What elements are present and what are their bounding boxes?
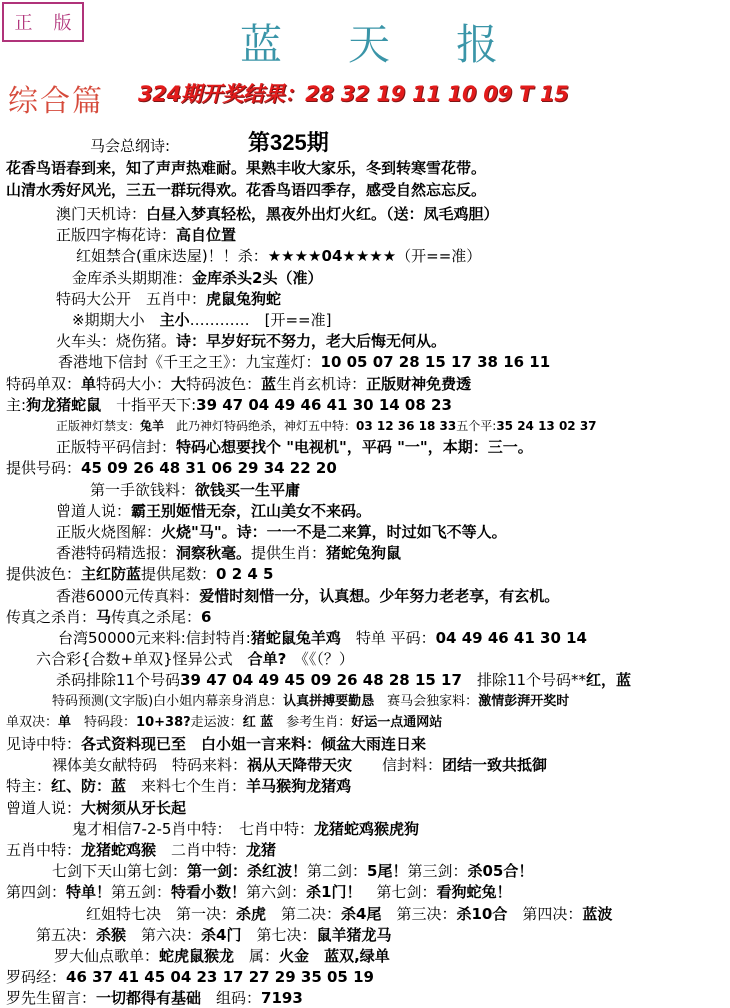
content-line xyxy=(56,437,533,457)
line-value: 蓝波 xyxy=(582,904,613,923)
content-line xyxy=(6,776,351,796)
line-label: 特码波色： xyxy=(186,374,262,393)
content-line xyxy=(6,395,452,415)
line-value: 大 xyxy=(171,374,187,393)
line-value: 10 05 07 28 15 17 38 16 11 xyxy=(320,353,551,372)
line-value: 35 24 13 02 37 xyxy=(496,419,597,433)
line-value: 鼠羊猪龙马 xyxy=(316,925,392,944)
line-label: 香港6000元传真料： xyxy=(56,586,200,605)
line-label: 第七决： xyxy=(241,925,317,944)
line-value: 杀虎 xyxy=(236,904,267,923)
line-label: 属： xyxy=(234,947,280,965)
line-value: 合单? xyxy=(247,650,287,669)
line-value: 杀猴 xyxy=(96,925,127,944)
line-value: 火烧"马"。诗：一一不是二来算，时过如飞不等人。 xyxy=(161,523,507,541)
line-label: 赛马会独家料： xyxy=(374,693,479,709)
content-line xyxy=(6,988,303,1008)
line-label: 见诗中特： xyxy=(6,735,82,753)
line-value: 46 37 41 45 04 23 17 27 29 35 05 19 xyxy=(66,968,374,987)
line-value: 团结一致共抵御 xyxy=(442,756,548,775)
content-line xyxy=(90,480,300,500)
line-value: 猪蛇兔狗鼠 xyxy=(326,544,402,563)
line-label: 五个平: xyxy=(456,419,497,433)
line-value: 单 xyxy=(81,374,97,393)
line-value: 马 xyxy=(96,607,112,626)
line-label: 杀码排除11个号码 xyxy=(56,671,181,690)
section-title: 综合篇 xyxy=(8,84,104,119)
line-label: ………… [开==准] xyxy=(189,311,332,329)
line-label: 裸体美女献特码 特码来料： xyxy=(52,756,248,775)
line-label: 特码预测(文字版)白小姐内幕亲身消息： xyxy=(52,693,284,709)
content-line xyxy=(72,819,419,839)
content-line xyxy=(36,649,354,669)
line-value: 红、防： xyxy=(51,777,112,796)
line-label: 提供尾数： xyxy=(141,565,217,584)
content-line xyxy=(56,331,446,351)
content-line xyxy=(72,268,322,288)
line-label: 第六决： xyxy=(126,925,202,944)
line-label: 提供波色： xyxy=(6,565,82,584)
stamp-char: 版 xyxy=(53,13,72,34)
line-value: 龙猪蛇鸡猴 xyxy=(81,841,157,859)
line-label: 七剑下天山第七剑： xyxy=(52,862,188,881)
content-line xyxy=(56,225,236,245)
line-value: 蓝 xyxy=(111,777,127,796)
line-label: 特码段： xyxy=(71,714,137,730)
content-line xyxy=(56,670,631,690)
line-label: 提供号码： xyxy=(6,459,82,478)
line-label: 香港地下信封《千王之王》：九宝莲灯： xyxy=(58,353,321,372)
line-label: 红姐禁合(重床迭屋)！！杀： xyxy=(76,247,268,266)
line-value: 03 12 36 18 33 xyxy=(356,419,457,433)
line-value: 大树须从牙长起 xyxy=(81,798,187,817)
line-value: 金库杀头2头（准） xyxy=(192,268,323,287)
line-label: 第四决： xyxy=(507,904,583,923)
line-value: 祸从天降带天灾 xyxy=(247,756,353,775)
content-line xyxy=(56,501,371,521)
line-value: 红，蓝 xyxy=(586,671,632,690)
line-value: 5尾！ xyxy=(367,862,408,881)
content-line xyxy=(6,713,442,733)
line-value: 诗：早岁好玩不努力，老大后悔无何从。 xyxy=(176,332,447,351)
line-value: 洞察秋毫。 xyxy=(176,544,252,563)
content-line xyxy=(6,840,276,860)
line-value: 认真拼搏要勤恳 xyxy=(283,693,375,709)
line-value: 6 xyxy=(201,607,212,626)
title-char: 报 xyxy=(455,20,500,69)
line-value: 看狗蛇兔！ xyxy=(436,883,512,902)
line-label: 特码大公开 五肖中： xyxy=(56,289,207,308)
line-label: 正版特平码信封： xyxy=(56,438,177,457)
poem-line: 花香鸟语春到来，知了声声热难耐。果熟丰收大家乐，冬到转寒雪花带。 xyxy=(6,159,487,177)
line-label: 二肖中特： xyxy=(156,841,247,859)
stamp-char: 正 xyxy=(14,13,33,34)
line-label: 特主： xyxy=(6,777,52,796)
line-label: 参考生肖： xyxy=(273,714,352,730)
line-label: 正版四字梅花诗： xyxy=(56,226,177,245)
line-value: 兔羊 xyxy=(140,419,165,433)
line-label: 台湾50000元来料:信封特肖: xyxy=(58,629,251,647)
line-value: 欲钱买一生平庸 xyxy=(195,480,301,499)
content-line xyxy=(52,755,547,775)
previous-result: 324期开奖结果：28 32 19 11 10 09 T 15 xyxy=(138,82,569,106)
line-label: 排除11个号码** xyxy=(461,671,587,690)
line-value: 39 47 04 49 46 41 30 14 08 23 xyxy=(196,395,452,414)
line-label: 走运波： xyxy=(190,714,243,730)
line-label: 罗码经： xyxy=(6,968,67,987)
poem-line: 山清水秀好风光，三五一群玩得欢。花香鸟语四季存，感受自然忘忘反。 xyxy=(6,181,487,199)
line-value: 爱惜时刻惜一分，认真想。少年努力老老享，有玄机。 xyxy=(199,586,560,605)
authentic-stamp xyxy=(2,2,84,42)
line-label: 第二剑： xyxy=(307,862,368,881)
content-line xyxy=(6,607,211,627)
line-label: 红姐特七决 第一决： xyxy=(86,904,237,923)
line-value: 杀10合 xyxy=(456,904,508,923)
line-label: 第五决： xyxy=(36,925,97,944)
line-value: 好运一点通网站 xyxy=(351,714,443,730)
content-line xyxy=(58,628,587,648)
line-label: 正版火烧图解： xyxy=(56,523,162,541)
line-value: 虎鼠兔狗蛇 xyxy=(206,289,282,308)
content-line xyxy=(6,564,273,584)
line-value: 45 09 26 48 31 06 29 34 22 20 xyxy=(81,459,337,478)
line-value: 蓝双,绿单 xyxy=(324,947,390,965)
line-value: 各式资料现已至 白小姐一言来料： xyxy=(81,735,322,753)
line-label: 生肖玄机诗： xyxy=(276,374,367,393)
line-value: 39 47 04 49 45 09 26 48 28 15 17 xyxy=(180,671,462,690)
line-label: 第六剑： xyxy=(246,883,307,902)
line-label: 火车头：烧伤猪。 xyxy=(56,332,177,351)
line-value: 7193 xyxy=(261,989,303,1008)
line-value: 0 2 4 5 xyxy=(216,565,274,584)
line-label: 正版神灯禁支： xyxy=(56,419,141,433)
line-label: 曾道人说： xyxy=(56,501,132,520)
line-value: 特单！ xyxy=(66,883,112,902)
line-label: 特码大小： xyxy=(96,374,172,393)
line-value: 蓝 xyxy=(261,374,277,393)
line-label: 《《（？） xyxy=(286,650,354,669)
line-label: 第一手欲钱料： xyxy=(90,480,196,499)
line-value: ★★★★04★★★★ xyxy=(267,247,397,266)
line-label: 单双决： xyxy=(6,714,59,730)
content-line xyxy=(76,246,481,266)
content-line xyxy=(56,522,507,542)
line-value: 霸王别姬惜无奈，江山美女不来码。 xyxy=(131,501,372,520)
line-label: 第七剑： xyxy=(361,883,437,902)
line-label: 鬼才相信7-2-5肖中特： xyxy=(72,819,224,838)
line-label: 第二决： xyxy=(266,904,342,923)
content-line xyxy=(36,925,392,945)
line-value: 杀4尾 xyxy=(341,904,382,923)
line-label: 组码： xyxy=(201,989,262,1008)
line-label: 金库杀头期期准： xyxy=(72,268,193,287)
line-label: 十指平天下: xyxy=(101,395,197,414)
title-char: 蓝 xyxy=(240,20,285,69)
line-label: 第五剑： xyxy=(111,883,172,902)
line-value: 主红防蓝 xyxy=(81,565,142,584)
line-value: 龙猪 xyxy=(246,841,277,859)
line-label: 传真之杀尾： xyxy=(111,607,202,626)
line-label: 第三决： xyxy=(381,904,457,923)
line-value: 第一剑：杀红波！ xyxy=(187,862,308,881)
content-line xyxy=(56,543,401,563)
line-value: 杀1门！ xyxy=(306,883,362,902)
content-line xyxy=(6,734,426,754)
line-value: 红 蓝 xyxy=(242,714,274,730)
line-value: 龙猪蛇鸡猴虎狗 xyxy=(313,819,419,838)
line-label: 罗先生留言： xyxy=(6,989,97,1008)
line-label: 传真之杀肖： xyxy=(6,607,97,626)
content-line xyxy=(56,586,559,606)
line-value: 倾盆大雨连日来 xyxy=(321,735,427,753)
line-label: ※期期大小 xyxy=(72,311,160,329)
content-line xyxy=(86,904,612,924)
line-label: （开==准） xyxy=(396,247,482,266)
line-label: 提供生肖： xyxy=(251,544,327,563)
line-value: 蛇虎鼠猴龙 xyxy=(159,947,235,965)
line-label: 七肖中特： xyxy=(223,819,314,838)
line-label: 第四剑： xyxy=(6,883,67,902)
content-line xyxy=(54,946,390,966)
line-label: 此乃神灯特码绝杀，神灯五中特： xyxy=(164,419,357,433)
line-value: 特码心想要找个 "电视机"，平码 "一"，本期：三一。 xyxy=(176,438,533,457)
content-line xyxy=(52,692,569,712)
content-line xyxy=(58,352,550,372)
line-value: 羊马猴狗龙猪鸡 xyxy=(246,777,352,796)
line-value: 白昼入梦真轻松，黑夜外出灯火红。（送：凤毛鸡胆） xyxy=(146,205,499,223)
line-value: 杀05合！ xyxy=(467,862,534,881)
line-value: 杀4门 xyxy=(201,925,242,944)
poem-label: 马会总纲诗: xyxy=(90,137,171,155)
content-line xyxy=(56,416,597,436)
content-line xyxy=(56,204,499,224)
line-label: 罗大仙点歌单： xyxy=(54,947,160,965)
line-label: 来料七个生肖： xyxy=(126,777,247,796)
content-line xyxy=(6,882,512,902)
content-line xyxy=(6,374,471,394)
line-label: 澳门天机诗： xyxy=(56,205,147,223)
line-label: 六合彩{合数+单双}怪异公式 xyxy=(36,650,248,669)
content-line xyxy=(52,861,533,881)
line-value: 特看小数！ xyxy=(171,883,247,902)
content-line xyxy=(6,967,374,987)
content-line xyxy=(6,458,337,478)
content-line xyxy=(6,798,186,818)
line-value: 主小 xyxy=(159,311,190,329)
line-value: 一切都得有基础 xyxy=(96,989,202,1008)
line-value: 狗龙猪蛇鼠 xyxy=(26,395,102,414)
content-line xyxy=(56,289,281,309)
content-line xyxy=(72,310,331,330)
line-value: 04 49 46 41 30 14 xyxy=(435,629,587,647)
line-value: 正版财神免费透 xyxy=(366,374,472,393)
line-value: 高自位置 xyxy=(176,226,237,245)
line-value: 猪蛇鼠兔羊鸡 xyxy=(250,629,341,647)
line-label: 特单 平码： xyxy=(340,629,436,647)
line-label: 特码单双： xyxy=(6,374,82,393)
masthead-title xyxy=(240,14,500,70)
line-label: 曾道人说： xyxy=(6,798,82,817)
line-value: 单 xyxy=(58,714,72,730)
line-value: 10+38? xyxy=(136,714,191,730)
line-value: 火金 xyxy=(279,947,310,965)
line-label: 主: xyxy=(6,395,27,414)
line-label: 五肖中特： xyxy=(6,841,82,859)
line-value: 激情彭湃开奖时 xyxy=(478,693,570,709)
issue-number: 第325期 xyxy=(248,130,329,155)
line-label: 信封料： xyxy=(352,756,443,775)
title-char: 天 xyxy=(347,20,392,69)
line-label xyxy=(309,947,324,965)
line-label: 第三剑： xyxy=(407,862,468,881)
line-label: 香港特码精选报： xyxy=(56,544,177,563)
